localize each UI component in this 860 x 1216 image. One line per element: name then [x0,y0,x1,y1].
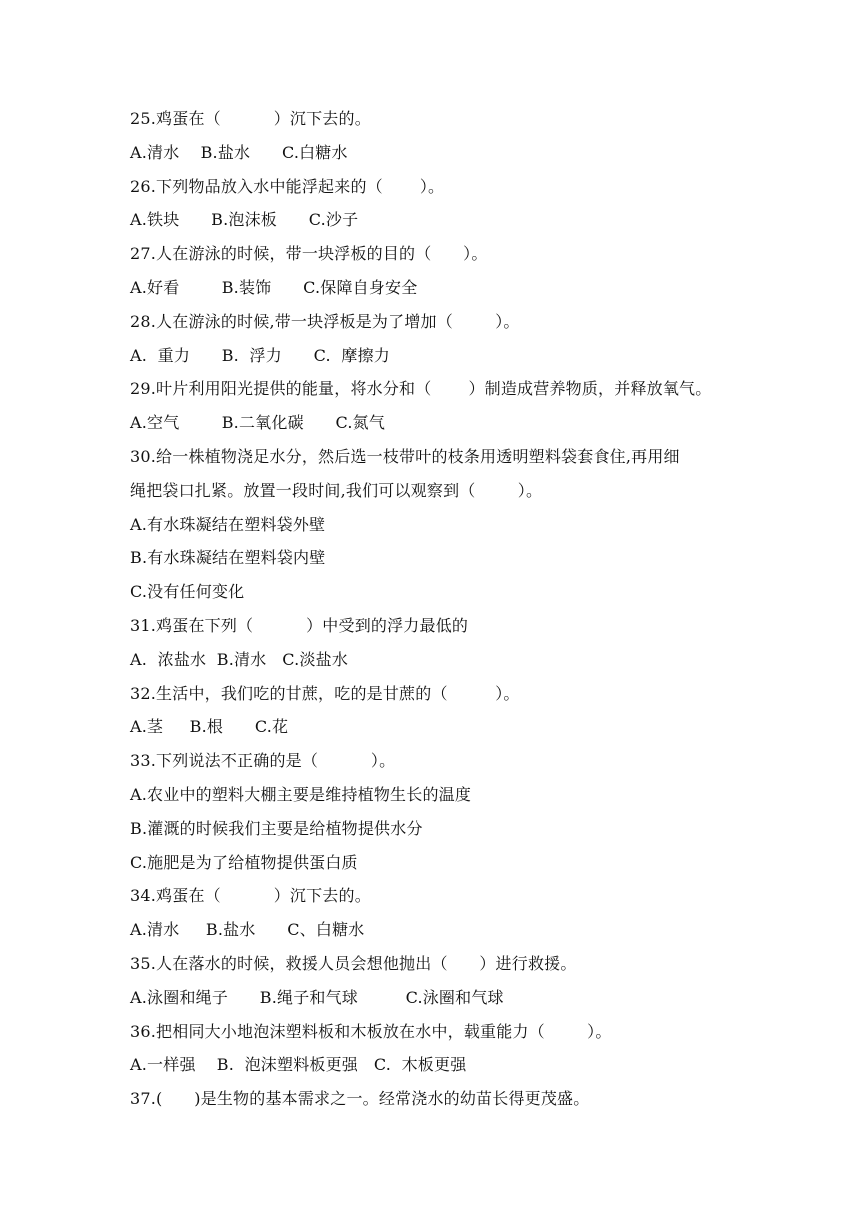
options-35: A.泳圈和绳子 B.绳子和气球 C.泳圈和气球 [130,987,504,1007]
options-34: A.清水 B.盐水 C、白糖水 [130,920,365,940]
question-35: 35.人在落水的时候，救援人员会想他抛出（ ）进行救援。 [130,953,577,973]
question-34: 34.鸡蛋在（ ）沉下去的。 [130,886,371,906]
question-list [130,102,770,1116]
options-32: A.茎 B.根 C.花 [130,717,289,737]
question-26: 26.下列物品放入水中能浮起来的（ ）。 [130,176,445,196]
question-27: 27.人在游泳的时候，带一块浮板的目的（ ）。 [130,244,488,264]
option-30-a: A.有水珠凝结在塑料袋外壁 [130,514,326,534]
options-26: A.铁块 B.泡沫板 C.沙子 [130,210,359,230]
question-31: 31.鸡蛋在下列（ ）中受到的浮力最低的 [130,615,469,635]
question-32: 32.生活中，我们吃的甘蔗，吃的是甘蔗的（ ）。 [130,683,520,703]
question-33: 33.下列说法不正确的是（ ）。 [130,751,396,771]
options-31: A. 浓盐水 B.清水 C.淡盐水 [130,649,349,669]
option-33-b: B.灌溉的时候我们主要是给植物提供水分 [130,818,423,838]
question-30-line-1: 30.给一株植物浇足水分，然后选一枝带叶的枝条用透明塑料袋套食住,再用细 [130,446,680,466]
question-30-line-2: 绳把袋口扎紧。放置一段时间,我们可以观察到（ ）。 [130,480,543,500]
option-30-b: B.有水珠凝结在塑料袋内壁 [130,548,326,568]
option-30-c: C.没有任何变化 [130,582,245,602]
question-37: 37.( )是生物的基本需求之一。经常浇水的幼苗长得更茂盛。 [130,1089,590,1109]
question-36: 36.把相同大小地泡沫塑料板和木板放在水中，载重能力（ ）。 [130,1021,612,1041]
options-29: A.空气 B.二氧化碳 C.氮气 [130,413,386,433]
options-36: A.一样强 B. 泡沫塑料板更强 C. 木板更强 [130,1055,467,1075]
option-33-c: C.施肥是为了给植物提供蛋白质 [130,852,358,872]
question-29: 29.叶片利用阳光提供的能量，将水分和（ ）制造成营养物质，并释放氧气。 [130,379,712,399]
options-28: A. 重力 B. 浮力 C. 摩擦力 [130,345,390,365]
option-33-a: A.农业中的塑料大棚主要是维持植物生长的温度 [130,784,472,804]
options-25: A.清水 B.盐水 C.白糖水 [130,142,348,162]
question-28: 28.人在游泳的时候,带一块浮板是为了增加（ ）。 [130,311,520,331]
options-27: A.好看 B.装饰 C.保障自身安全 [130,277,418,297]
question-25: 25.鸡蛋在（ ）沉下去的。 [130,109,371,128]
